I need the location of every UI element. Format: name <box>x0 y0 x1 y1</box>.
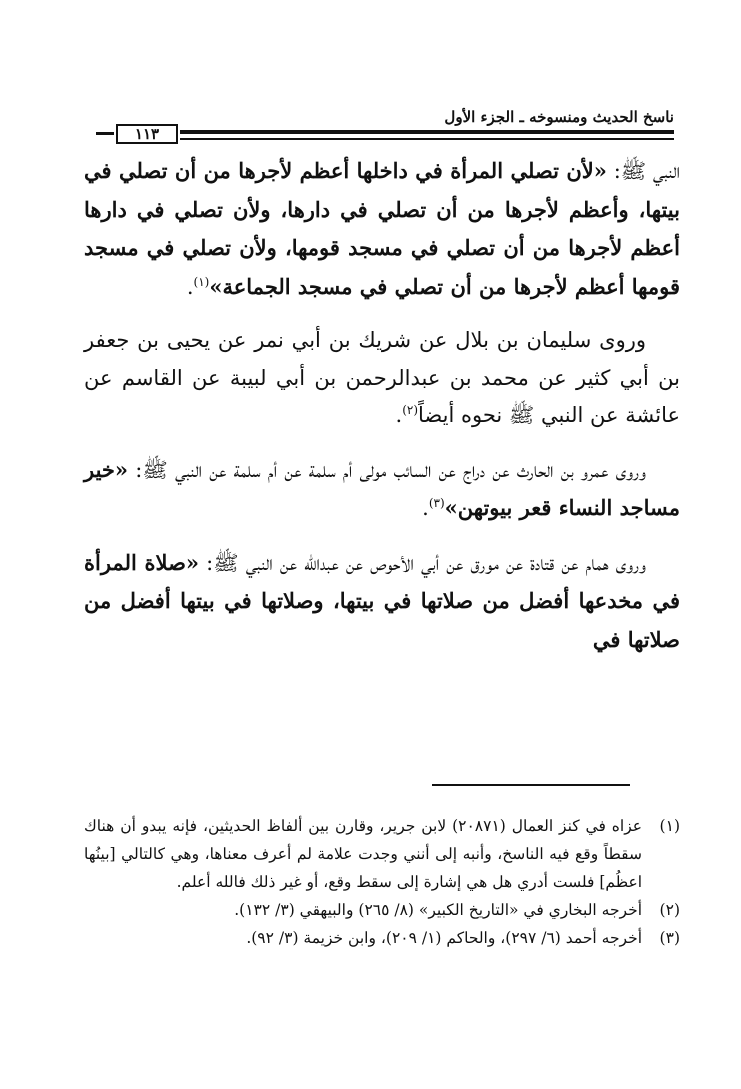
p2-end: . <box>395 403 403 427</box>
footnote-text: أخرجه أحمد (٦/ ٢٩٧)، والحاكم (١/ ٢٠٩)، وابن خزيمة (٣/ ٩٢). <box>246 929 642 947</box>
footnote-ref-1: (١) <box>193 274 210 289</box>
header-rule-thin <box>180 138 674 140</box>
footnote-number: (٢) <box>659 901 680 919</box>
footnote-3 <box>84 924 680 952</box>
footnote-ref-2: (٢) <box>402 403 419 417</box>
running-header <box>96 106 674 144</box>
footnote-text: أخرجه البخاري في «التاريخ الكبير» (٨/ ٢٦٥) والبيهقي (٣/ ١٣٢). <box>234 901 642 919</box>
header-title: ناسخ الحديث ومنسوخه ـ الجزء الأول <box>444 108 674 126</box>
p3-hadith-quote: «خير مساجد النساء قعر بيوتهن» <box>84 456 680 520</box>
header-rule-left <box>96 132 114 135</box>
p1-hadith-quote: «لأن تصلي المرأة في داخلها أعظم لأجرها من أن تصلي في بيتها، وأعظم لأجرها من أن تصلي في دارها، ولأن تصلي في دارها أعظم لأجرها من أن تصلي في مسجد قومها، ولأن تصلي في مسجد قومها أعظم لأجرها من أن تصلي في مسجد الجماعة» <box>84 158 680 299</box>
p1-end: . <box>186 274 194 299</box>
p1-lead: النبي ﷺ: <box>606 159 680 183</box>
p3-lead: وروى عمرو بن الحارث عن دراج عن السائب مولى أم سلمة عن أم سلمة عن النبي ﷺ: <box>128 457 646 482</box>
footnote-1 <box>84 812 680 896</box>
page-number: ١١٣ <box>116 124 178 144</box>
footnote-2 <box>84 896 680 924</box>
footnote-text: عزاه في كنز العمال (٢٠٨٧١) لابن جرير، وقارن بين ألفاظ الحديثين، فإنه يبدو أن هناك سقطاً وقع فيه الناسخ، وأنبه إلى أنني وجدت علامة لم أعرف معناها، وهي كالتالي [بينُها اعظُم] فلست أدري هل هي إشارة إلى سقط وقع، أو غير ذلك فالله أعلم. <box>84 817 642 891</box>
paragraph-3 <box>84 451 680 528</box>
p4-lead: وروى همام عن قتادة عن مورق عن أبي الأحوص عن عبدالله عن النبي ﷺ: <box>199 550 646 575</box>
paragraph-4 <box>84 544 680 660</box>
p3-end: . <box>422 496 429 520</box>
footnote-number: (١) <box>659 817 680 835</box>
footnote-ref-3: (٣) <box>428 496 445 510</box>
paragraph-1 <box>84 152 680 306</box>
p4-hadith-quote: «صلاة المرأة في مخدعها أفضل من صلاتها في بيتها، وصلاتها في بيتها أفضل من صلاتها في <box>84 549 680 652</box>
header-rule-thick <box>180 130 674 134</box>
main-text <box>84 152 680 675</box>
footnote-separator <box>432 784 630 786</box>
footnote-number: (٣) <box>659 929 680 947</box>
paragraph-2 <box>84 322 680 435</box>
footnotes <box>84 812 680 952</box>
p2-text: وروى سليمان بن بلال عن شريك بن أبي نمر عن يحيى بن جعفر بن أبي كثير عن محمد بن عبدالرحمن بن أبي لبيبة عن القاسم عن عائشة عن النبي ﷺ نحوه أيضاً <box>84 328 680 427</box>
